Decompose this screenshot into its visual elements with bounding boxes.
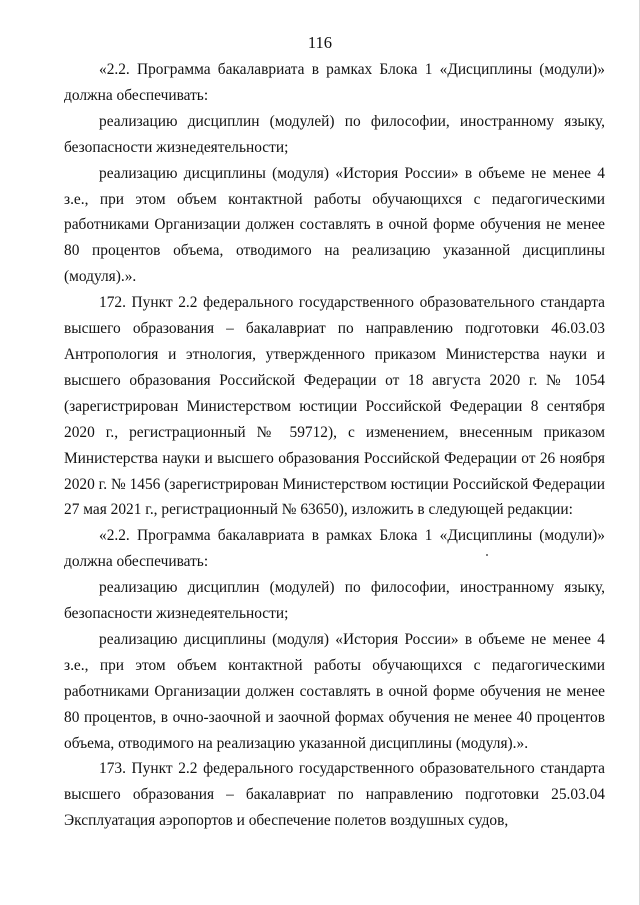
paragraph-history-russia: реализацию дисциплины (модуля) «История России» в объеме не менее 4 з.е., при этом объем контактной работы обучающихся с педагогическими работниками Организации должен составлять в очной форме обучения не менее 80 процентов объема, отводимого на реализацию указанной дисциплины (модуля).». [64, 164, 605, 286]
paragraph-disciplines-2: реализацию дисциплин (модулей) по философии, иностранному языку, безопасности жизнедеятельности; [64, 579, 605, 623]
page-number: 116 [307, 33, 333, 52]
paragraph-quote-intro-2: «2.2. Программа бакалавриата в рамках Блока 1 «Дисциплины (модули)» должна обеспечивать: [64, 527, 605, 571]
paragraph-disciplines: реализацию дисциплин (модулей) по философии, иностранному языку, безопасности жизнедеятельности; [64, 112, 605, 156]
paragraph-quote-intro: «2.2. Программа бакалавриата в рамках Блока 1 «Дисциплины (модули)» должна обеспечивать: [64, 61, 605, 104]
scan-speck [486, 554, 488, 556]
paragraph-item-172: 172. Пункт 2.2 федерального государственного образовательного стандарта высшего образования – бакалавриат по направлению подготовки 46.03.03 Антропология и этнология, утвержденного приказом Министерства науки и высшего образования Российской Федерации от 18 августа 2020 г. № 1054 (зарегистрирован Министерством юстиции Российской Федерации 8 сентября 2020 г., регистрационный № 59712), с изменением, внесенным приказом Министерства науки и высшего образования Российской Федерации от 26 ноября 2020 г. № 1456 (зарегистрирован Министерством юстиции Российской Федерации 27 мая 2021 г., регистрационный № 63650), изложить в следующей редакции: [64, 294, 605, 519]
paragraph-history-russia-2: реализацию дисциплины (модуля) «История России» в объеме не менее 4 з.е., при этом объем контактной работы обучающихся с педагогическими работниками Организации должен составлять в очной форме обучения не менее 80 процентов, в очно-заочной и заочной формах обучения не менее 40 процентов объема, отводимого на реализацию указанной дисциплины (модуля).». [64, 630, 605, 752]
paragraph-item-173: 173. Пункт 2.2 федерального государственного образовательного стандарта высшего образования – бакалавриат по направлению подготовки 25.03.04 Эксплуатация аэропортов и обеспечение полетов воздушных судов, [64, 760, 605, 830]
document-body [64, 57, 605, 834]
